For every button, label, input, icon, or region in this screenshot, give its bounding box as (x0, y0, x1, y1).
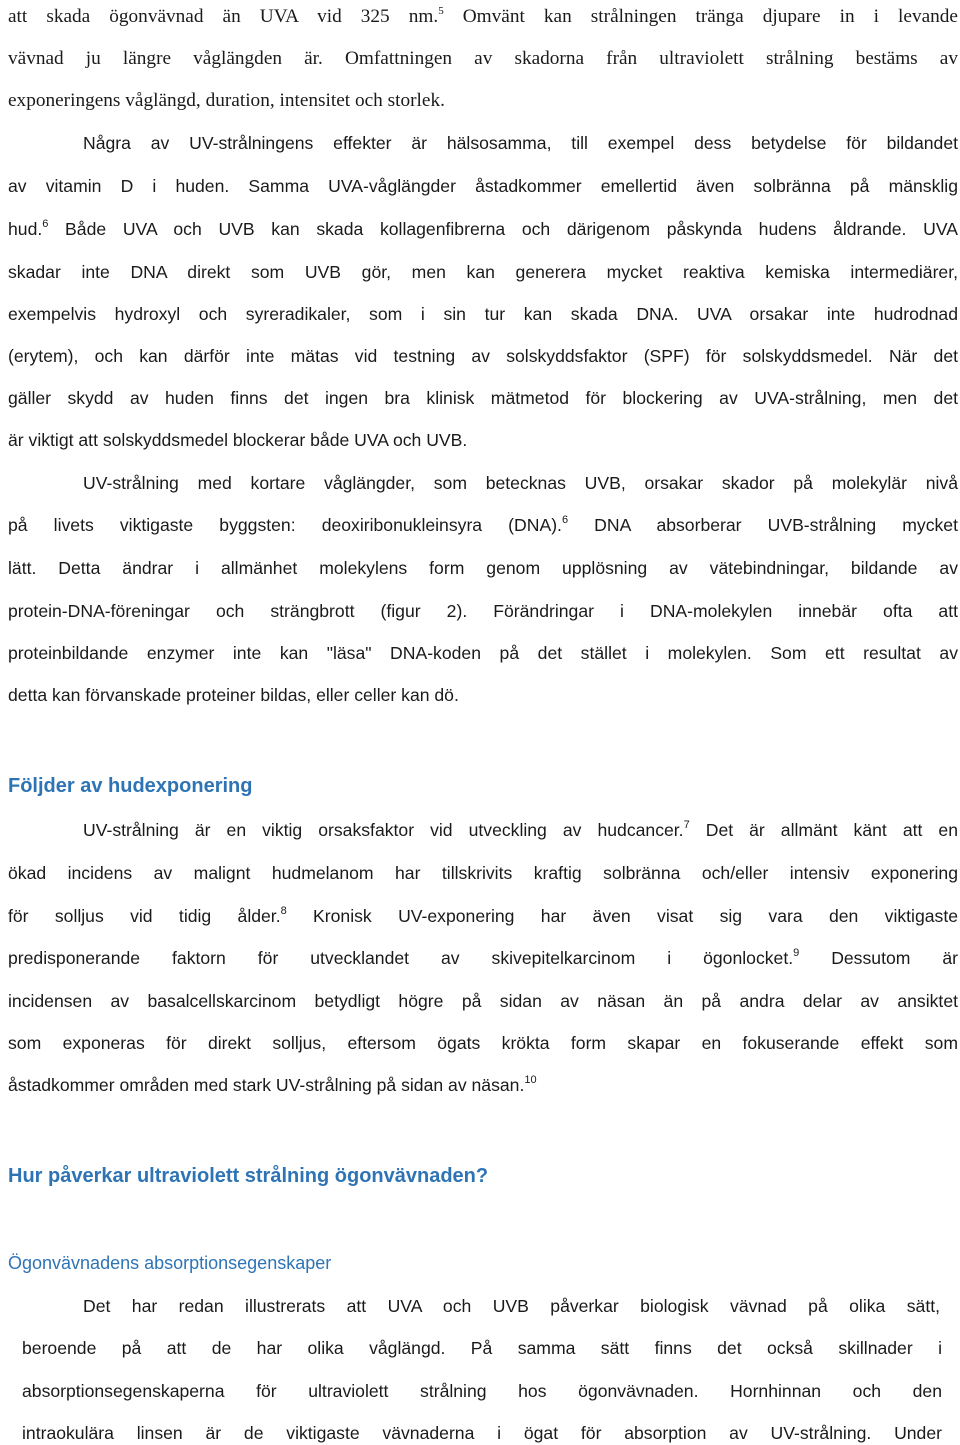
text-line: ökad incidens av malignt hudmelanom har tillskrivits kraftig solbränna och/eller intensiv exponering (8, 863, 958, 883)
text-line: som exponeras för direkt solljus, eftersom ögats krökta form skapar en fokuserande effekt som (8, 1033, 958, 1053)
text-line: skadar inte DNA direkt som UVB gör, men kan generera mycket reaktiva kemiska intermediärer, (8, 262, 958, 282)
text-line: (erytem), och kan därför inte mätas vid testning av solskyddsfaktor (SPF) för solskyddsmedel. När det (8, 346, 958, 366)
footnote-ref: 9 (793, 947, 800, 960)
text-line: gäller skydd av huden finns det ingen bra klinisk mätmetod för blockering av UVA-strålning, men det (8, 388, 958, 408)
text-line: UV-strålning med kortare våglängder, som betecknas UVB, orsakar skador på molekylär nivå (83, 473, 958, 493)
footnote-ref: 6 (561, 514, 569, 527)
text-line: hud.$^6$ Både UVA och UVB kan skada kollagenfibrerna och därigenom påskynda hudens åldrande. UVA (8, 218, 958, 239)
footnote-ref: 8 (280, 905, 287, 918)
text-line: för solljus vid tidig ålder.$^8$ Kronisk UV-exponering har även visat sig vara den viktigaste (8, 905, 958, 926)
text-line: predisponerande faktorn för utvecklandet av skivepitelkarcinom i ögonlocket.$^9$ Dessutom är (8, 947, 958, 968)
text-line: detta kan förvanskade proteiner bildas, eller celler kan dö. (8, 685, 459, 705)
text-line: beroende på att de har olika våglängd. På samma sätt finns det också skillnader i (22, 1338, 942, 1358)
text-line: exponeringens våglängd, duration, intensitet och storlek. (8, 90, 445, 111)
text-line: vävnad ju längre våglängden är. Omfattningen av skadorna från ultraviolett strålning bestäms av (8, 48, 958, 69)
footnote-ref: 10 (524, 1074, 537, 1087)
text-line: exempelvis hydroxyl och syreradikaler, som i sin tur kan skada DNA. UVA orsakar inte hudrodnad (8, 304, 958, 324)
text-line: proteinbildande enzymer inte kan "läsa" DNA-koden på det stället i molekylen. Som ett resultat av (8, 643, 958, 663)
text-line: på livets viktigaste byggsten: deoxiribonukleinsyra (DNA).$^6$ DNA absorberar UVB-strålning mycket (8, 514, 958, 535)
text-line: av vitamin D i huden. Samma UVA-våglängder åstadkommer emellertid även solbränna på mänsklig (8, 176, 958, 196)
text-line: att skada ögonvävnad än UVA vid 325 nm.$^5$ Omvänt kan strålningen tränga djupare in i levande (8, 4, 958, 27)
text-line: intraokulära linsen är de viktigaste vävnaderna i ögat för absorption av UV-strålning. Under (22, 1423, 942, 1443)
section-heading: Hur påverkar ultraviolett strålning ögonvävnaden? (8, 1165, 489, 1187)
footnote-ref: 6 (42, 218, 49, 231)
text-line: åstadkommer områden med stark UV-strålning på sidan av näsan.$^{10}$ (8, 1074, 537, 1095)
text-line: UV-strålning är en viktig orsaksfaktor vid utveckling av hudcancer.$^7$ Det är allmänt känt att en (83, 819, 958, 840)
text-line: protein-DNA-föreningar och strängbrott (figur 2). Förändringar i DNA-molekylen innebär ofta att (8, 601, 958, 621)
text-line: absorptionsegenskaperna för ultraviolett strålning hos ögonvävnaden. Hornhinnan och den (22, 1381, 942, 1401)
text-line: är viktigt att solskyddsmedel blockerar både UVA och UVB. (8, 430, 468, 450)
text-line: incidensen av basalcellskarcinom betydligt högre på sidan av näsan än på andra delar av ansiktet (8, 991, 958, 1011)
text-line: Några av UV-strålningens effekter är hälsosamma, till exempel dess betydelse för bildandet (83, 133, 958, 153)
text-line: Det har redan illustrerats att UVA och UVB påverkar biologisk vävnad på olika sätt, (83, 1296, 940, 1316)
subsection-heading: Ögonvävnadens absorptionsegenskaper (8, 1253, 332, 1273)
section-heading: Följder av hudexponering (8, 775, 253, 797)
footnote-ref: 7 (683, 819, 690, 832)
text-line: lätt. Detta ändrar i allmänhet molekylens form genom upplösning av vätebindningar, bildande av (8, 558, 958, 578)
footnote-ref: 5 (438, 4, 444, 17)
